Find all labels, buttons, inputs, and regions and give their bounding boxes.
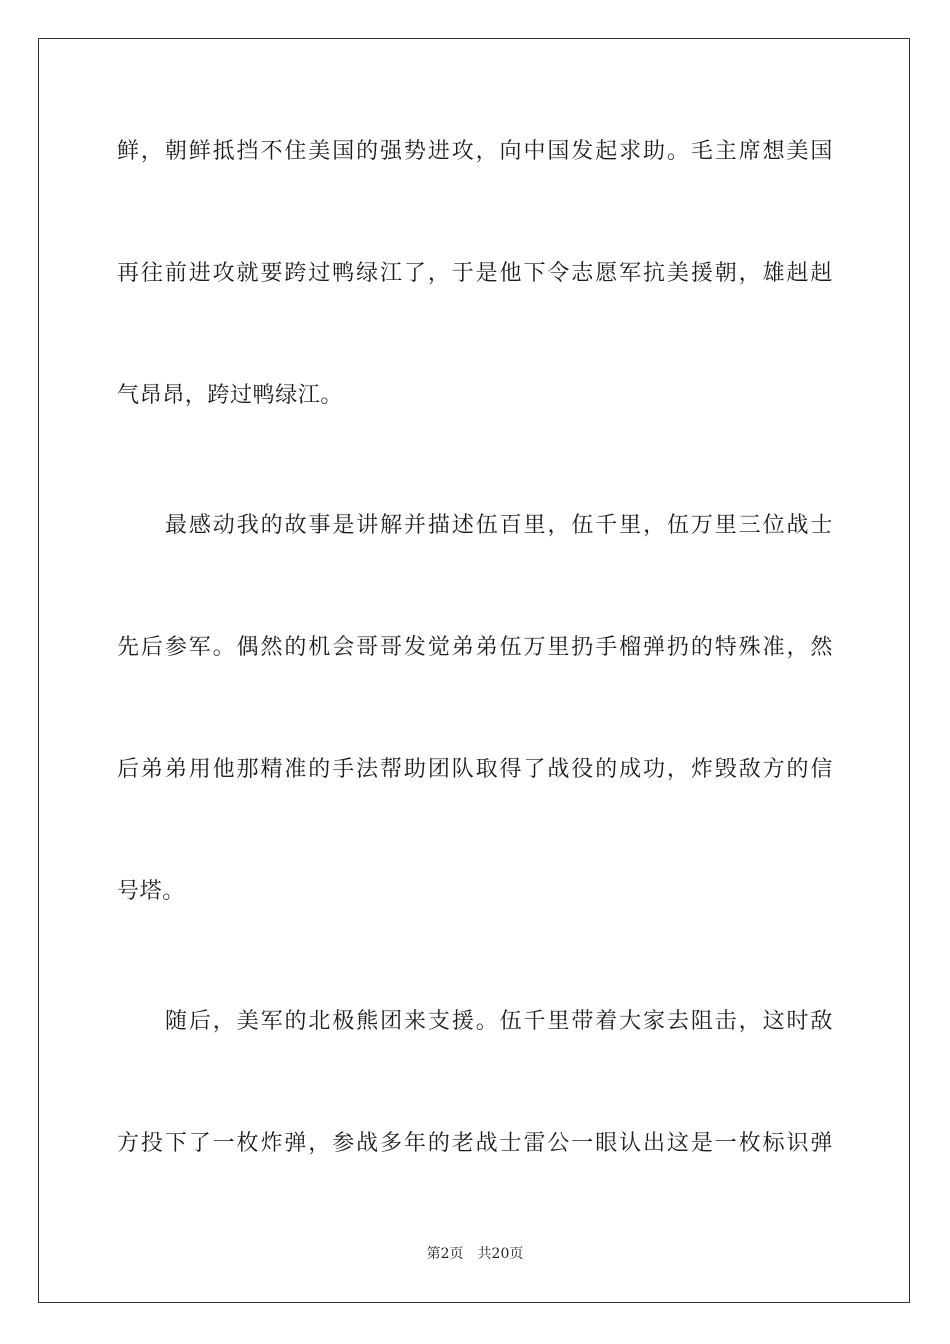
text-line: 气昂昂，跨过鸭绿江。 xyxy=(117,383,344,408)
page-number: 第2页 xyxy=(426,1246,464,1262)
paragraph-first-line: 最感动我的故事是讲解并描述伍百里，伍千里，伍万里三位战士 xyxy=(165,513,833,538)
text-line: 号塔。 xyxy=(117,879,185,904)
page-footer xyxy=(0,1244,950,1264)
text-line: 鲜，朝鲜抵挡不住美国的强势进攻，向中国发起求助。毛主席想美国 xyxy=(117,139,833,164)
page-total: 共20页 xyxy=(477,1246,524,1262)
text-line: 先后参军。偶然的机会哥哥发觉弟弟伍万里扔手榴弹扔的特殊准，然 xyxy=(117,635,833,660)
paragraph-first-line: 随后，美军的北极熊团来支援。伍千里带着大家去阻击，这时敌 xyxy=(165,1009,833,1034)
page-border xyxy=(38,38,910,1303)
text-line: 方投下了一枚炸弹，参战多年的老战士雷公一眼认出这是一枚标识弹 xyxy=(117,1131,833,1156)
text-line: 再往前进攻就要跨过鸭绿江了，于是他下令志愿军抗美援朝，雄赳赳 xyxy=(117,261,833,286)
text-line: 后弟弟用他那精准的手法帮助团队取得了战役的成功，炸毁敌方的信 xyxy=(117,757,833,782)
